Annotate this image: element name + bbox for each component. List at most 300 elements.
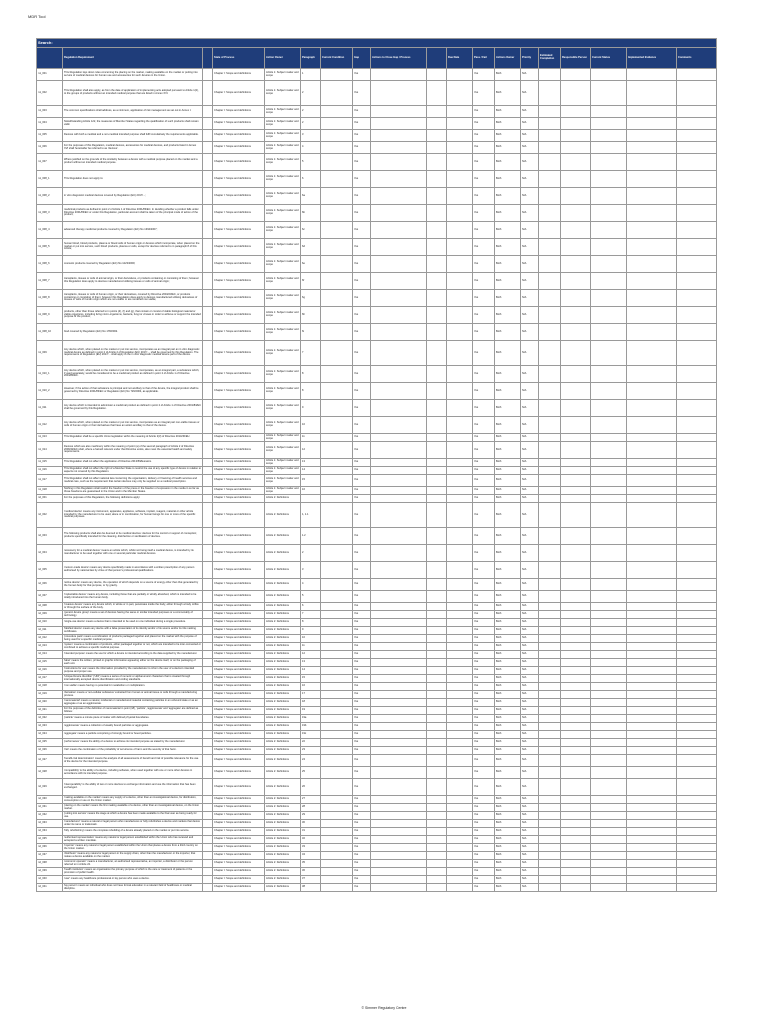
cell-state: Chapter I: Scope and definitions: [213, 495, 265, 503]
cell-empty: [321, 828, 353, 836]
table-row[interactable]: [37, 475, 717, 487]
table-row[interactable]: [37, 836, 717, 844]
cell-pf: Yes: [473, 876, 495, 884]
column-header[interactable]: Comments: [677, 48, 717, 69]
cell-empty: [203, 627, 213, 635]
column-header[interactable]: Gap: [353, 48, 371, 69]
cell-empty: [591, 106, 627, 118]
cell-empty: [447, 487, 473, 495]
cell-gap: Yes: [353, 324, 371, 341]
cell-empty: [371, 691, 427, 699]
cell-gap: Yes: [353, 820, 371, 828]
cell-empty: [371, 779, 427, 796]
column-header[interactable]: Pass / Fail: [473, 48, 495, 69]
cell-empty: [539, 635, 561, 643]
cell-empty: [677, 828, 717, 836]
column-header[interactable]: Implemented Evidence: [627, 48, 677, 69]
cell-empty: [447, 876, 473, 884]
cell-empty: [427, 400, 447, 417]
column-header[interactable]: State of Process: [213, 48, 265, 69]
cell-gap: Yes: [353, 273, 371, 290]
cell-empty: [447, 528, 473, 545]
cell-empty: [591, 130, 627, 142]
table-row[interactable]: [37, 779, 717, 796]
column-header[interactable]: Due Date: [447, 48, 473, 69]
table-row[interactable]: [37, 528, 717, 545]
cell-empty: [321, 528, 353, 545]
table-row[interactable]: [37, 188, 717, 205]
search-label[interactable]: Search:: [37, 39, 717, 48]
cell-ao: Both: [495, 545, 521, 562]
cell-empty: [203, 876, 213, 884]
cell-empty: [203, 651, 213, 659]
cell-owner: Article 2: Definitions: [265, 747, 301, 755]
cell-empty: [321, 739, 353, 747]
cell-empty: [561, 796, 591, 804]
cell-ao: Both: [495, 239, 521, 256]
column-header[interactable]: [37, 48, 63, 69]
column-header[interactable]: Priority: [521, 48, 539, 69]
cell-empty: [203, 434, 213, 442]
cell-owner: Article 2: Definitions: [265, 699, 301, 707]
table-row[interactable]: [37, 171, 717, 188]
table-row[interactable]: [37, 723, 717, 731]
cell-para: 24: [301, 755, 321, 767]
cell-id: n2_011: [37, 627, 63, 635]
cell-para: 19: [301, 707, 321, 715]
cell-empty: [427, 205, 447, 222]
cell-empty: [321, 487, 353, 495]
cell-empty: [627, 667, 677, 675]
cell-para: 6h: [301, 307, 321, 324]
cell-para: 6: [301, 171, 321, 188]
table-row[interactable]: [37, 562, 717, 579]
cell-gap: Yes: [353, 307, 371, 324]
cell-empty: [427, 876, 447, 884]
column-header[interactable]: Estimated Completion: [539, 48, 561, 69]
cell-empty: [677, 366, 717, 383]
cell-empty: [427, 130, 447, 142]
cell-empty: [203, 844, 213, 852]
cell-empty: [627, 747, 677, 755]
table-row[interactable]: [37, 715, 717, 723]
cell-empty: [427, 118, 447, 130]
cell-empty: [539, 796, 561, 804]
cell-empty: [539, 106, 561, 118]
table-row[interactable]: [37, 69, 717, 81]
table-row[interactable]: [37, 81, 717, 106]
cell-req: Any device which, when placed on the market or put into service, incorporates, as an integral part, a substance which, if used separately, would be considered to be a medicinal product as defined in point 2 of Article 1 of Directive 2001/83/EC.: [63, 366, 203, 383]
column-header[interactable]: [427, 48, 447, 69]
cell-ao: Both: [495, 579, 521, 591]
cell-gap: Yes: [353, 836, 371, 844]
cell-empty: [427, 442, 447, 459]
column-header[interactable]: Responsible Person: [561, 48, 591, 69]
cell-pr: N/A: [521, 562, 539, 579]
cell-empty: [371, 723, 427, 731]
cell-state: Chapter I: Scope and definitions: [213, 273, 265, 290]
cell-req: 'making available on the market' means any supply of a device, other than an investigational device, for distribution, consumption or use on the Union market.: [63, 796, 203, 804]
cell-gap: Yes: [353, 417, 371, 434]
table-row[interactable]: [37, 545, 717, 562]
column-header[interactable]: [203, 48, 213, 69]
table-row[interactable]: [37, 747, 717, 755]
cell-empty: [447, 667, 473, 675]
table-row[interactable]: [37, 707, 717, 715]
cell-para: 6: [301, 603, 321, 611]
cell-owner: Article 1: Subject matter and scope: [265, 130, 301, 142]
cell-pr: N/A: [521, 675, 539, 683]
table-row[interactable]: [37, 503, 717, 528]
cell-empty: [427, 739, 447, 747]
table-row[interactable]: [37, 619, 717, 627]
table-row[interactable]: [37, 755, 717, 767]
cell-empty: [677, 188, 717, 205]
column-header[interactable]: Action Owner: [265, 48, 301, 69]
cell-pf: Yes: [473, 205, 495, 222]
table-row[interactable]: [37, 290, 717, 307]
cell-para: [301, 495, 321, 503]
cell-empty: [627, 868, 677, 876]
cell-pf: Yes: [473, 619, 495, 627]
cell-state: Chapter I: Scope and definitions: [213, 205, 265, 222]
table-row[interactable]: [37, 495, 717, 503]
cell-pr: N/A: [521, 651, 539, 659]
cell-empty: [371, 747, 427, 755]
cell-empty: [371, 884, 427, 892]
table-row[interactable]: [37, 154, 717, 171]
cell-empty: [321, 545, 353, 562]
cell-empty: [561, 739, 591, 747]
cell-empty: [627, 707, 677, 715]
cell-empty: [561, 579, 591, 591]
cell-empty: [677, 699, 717, 707]
cell-owner: Article 1: Subject matter and scope: [265, 400, 301, 417]
cell-owner: Article 2: Definitions: [265, 691, 301, 699]
cell-empty: [539, 171, 561, 188]
cell-ao: Both: [495, 868, 521, 876]
cell-id: n2_028: [37, 767, 63, 779]
cell-gap: Yes: [353, 118, 371, 130]
cell-ao: Both: [495, 188, 521, 205]
table-row[interactable]: [37, 434, 717, 442]
table-row[interactable]: [37, 868, 717, 876]
cell-pr: N/A: [521, 475, 539, 487]
cell-empty: [591, 747, 627, 755]
cell-empty: [561, 383, 591, 400]
cell-empty: [371, 307, 427, 324]
table-row[interactable]: [37, 467, 717, 475]
cell-pf: Yes: [473, 755, 495, 767]
cell-pf: Yes: [473, 731, 495, 739]
cell-pf: Yes: [473, 81, 495, 106]
cell-pr: N/A: [521, 81, 539, 106]
cell-pr: N/A: [521, 118, 539, 130]
table-row[interactable]: [37, 324, 717, 341]
cell-gap: Yes: [353, 755, 371, 767]
cell-empty: [321, 675, 353, 683]
cell-empty: [321, 723, 353, 731]
cell-empty: [561, 366, 591, 383]
cell-empty: [371, 591, 427, 603]
cell-para: 25: [301, 767, 321, 779]
cell-para: 29: [301, 812, 321, 820]
table-row[interactable]: [37, 366, 717, 383]
cell-owner: Article 2: Definitions: [265, 836, 301, 844]
table-row[interactable]: [37, 731, 717, 739]
column-header[interactable]: Current Condition: [321, 48, 353, 69]
cell-req: 'putting into service' means the stage at which a device has been made available to the final user as being ready for use.: [63, 812, 203, 820]
table-row[interactable]: [37, 739, 717, 747]
cell-ao: Both: [495, 467, 521, 475]
cell-ao: Both: [495, 290, 521, 307]
table-row[interactable]: [37, 417, 717, 434]
cell-empty: [321, 619, 353, 627]
cell-owner: Article 1: Subject matter and scope: [265, 475, 301, 487]
cell-empty: [627, 603, 677, 611]
document-title: MDR Tool: [28, 14, 46, 19]
table-row[interactable]: [37, 459, 717, 467]
cell-empty: [627, 715, 677, 723]
cell-state: Chapter I: Scope and definitions: [213, 739, 265, 747]
cell-owner: Article 2: Definitions: [265, 683, 301, 691]
table-row[interactable]: [37, 884, 717, 892]
table-row[interactable]: [37, 442, 717, 459]
table-row[interactable]: [37, 691, 717, 699]
cell-empty: [321, 755, 353, 767]
cell-empty: [539, 844, 561, 852]
cell-empty: [371, 635, 427, 643]
table-row[interactable]: [37, 341, 717, 366]
table-row[interactable]: [37, 635, 717, 643]
table-row[interactable]: [37, 820, 717, 828]
cell-empty: [321, 611, 353, 619]
cell-pf: Yes: [473, 603, 495, 611]
cell-empty: [591, 755, 627, 767]
cell-id: n2_008: [37, 603, 63, 611]
table-row[interactable]: [37, 400, 717, 417]
cell-para: 33: [301, 844, 321, 852]
cell-empty: [561, 256, 591, 273]
table-row[interactable]: [37, 239, 717, 256]
cell-empty: [447, 154, 473, 171]
table-row[interactable]: [37, 667, 717, 675]
cell-empty: [427, 579, 447, 591]
cell-empty: [627, 400, 677, 417]
cell-empty: [561, 324, 591, 341]
cell-empty: [371, 69, 427, 81]
cell-state: Chapter I: Scope and definitions: [213, 290, 265, 307]
cell-empty: [627, 828, 677, 836]
table-row[interactable]: [37, 256, 717, 273]
cell-pr: N/A: [521, 106, 539, 118]
table-row[interactable]: [37, 767, 717, 779]
cell-empty: [203, 739, 213, 747]
cell-pf: Yes: [473, 651, 495, 659]
cell-gap: Yes: [353, 81, 371, 106]
cell-empty: [371, 611, 427, 619]
column-header[interactable]: Regulation Requirement: [63, 48, 203, 69]
table-row[interactable]: [37, 828, 717, 836]
cell-empty: [371, 715, 427, 723]
cell-empty: [203, 828, 213, 836]
cell-empty: [539, 503, 561, 528]
cell-state: Chapter I: Scope and definitions: [213, 106, 265, 118]
cell-state: Chapter I: Scope and definitions: [213, 852, 265, 860]
cell-id: n1_008_8: [37, 290, 63, 307]
cell-para: 6i: [301, 324, 321, 341]
cell-para: 22: [301, 739, 321, 747]
table-row[interactable]: [37, 796, 717, 804]
cell-ao: Both: [495, 366, 521, 383]
cell-pr: N/A: [521, 273, 539, 290]
cell-id: n1_001: [37, 69, 63, 81]
cell-owner: Article 2: Definitions: [265, 844, 301, 852]
table-row[interactable]: [37, 142, 717, 154]
cell-empty: [539, 591, 561, 603]
column-header[interactable]: Paragraph: [301, 48, 321, 69]
cell-para: 17: [301, 691, 321, 699]
table-row[interactable]: [37, 643, 717, 651]
table-row[interactable]: [37, 812, 717, 820]
cell-empty: [591, 239, 627, 256]
cell-para: 13: [301, 659, 321, 667]
cell-empty: [371, 503, 427, 528]
cell-empty: [321, 442, 353, 459]
table-row[interactable]: [37, 591, 717, 603]
cell-pf: Yes: [473, 836, 495, 844]
column-header[interactable]: Current Status: [591, 48, 627, 69]
cell-empty: [321, 434, 353, 442]
cell-empty: [447, 651, 473, 659]
cell-para: 13: [301, 459, 321, 467]
table-row[interactable]: [37, 611, 717, 619]
cell-empty: [447, 239, 473, 256]
table-row[interactable]: [37, 487, 717, 495]
table-row[interactable]: [37, 651, 717, 659]
cell-empty: [203, 545, 213, 562]
column-header[interactable]: Actions Owner: [495, 48, 521, 69]
cell-para: 7: [301, 611, 321, 619]
cell-empty: [447, 627, 473, 635]
cell-empty: [447, 591, 473, 603]
cell-empty: [591, 417, 627, 434]
cell-req: Any device which, when placed on the market or put into service, incorporates as an integral part non-viable tissues or cells of human origin or their derivatives that have an action ancillary to that of the device.: [63, 417, 203, 434]
cell-empty: [371, 222, 427, 239]
cell-empty: [677, 619, 717, 627]
column-header[interactable]: Actions to Close Gap / Process: [371, 48, 427, 69]
table-row[interactable]: [37, 675, 717, 683]
cell-para: 14: [301, 667, 321, 675]
table-row[interactable]: [37, 307, 717, 324]
cell-req: 'performance' means the ability of a device to achieve its intended purpose as stated by the manufacturer.: [63, 739, 203, 747]
cell-para: 19b: [301, 723, 321, 731]
cell-ao: Both: [495, 591, 521, 603]
cell-empty: [427, 467, 447, 475]
cell-empty: [677, 767, 717, 779]
table-row[interactable]: [37, 603, 717, 611]
cell-empty: [321, 417, 353, 434]
cell-empty: [677, 324, 717, 341]
cell-empty: [427, 69, 447, 81]
cell-empty: [371, 836, 427, 844]
table-row[interactable]: [37, 273, 717, 290]
cell-pf: Yes: [473, 69, 495, 81]
cell-empty: [539, 627, 561, 635]
cell-empty: [371, 545, 427, 562]
cell-pr: N/A: [521, 528, 539, 545]
table-row[interactable]: [37, 130, 717, 142]
table-row[interactable]: [37, 205, 717, 222]
cell-empty: [677, 341, 717, 366]
cell-empty: [539, 545, 561, 562]
table-row[interactable]: [37, 699, 717, 707]
cell-empty: [561, 707, 591, 715]
table-row[interactable]: [37, 852, 717, 860]
cell-owner: Article 2: Definitions: [265, 503, 301, 528]
table-row[interactable]: [37, 383, 717, 400]
cell-empty: [627, 611, 677, 619]
cell-pr: N/A: [521, 130, 539, 142]
cell-state: Chapter I: Scope and definitions: [213, 256, 265, 273]
cell-empty: [427, 434, 447, 442]
cell-empty: [677, 467, 717, 475]
cell-empty: [539, 820, 561, 828]
cell-empty: [427, 836, 447, 844]
cell-id: n1_005: [37, 130, 63, 142]
cell-para: 15: [301, 475, 321, 487]
cell-owner: Article 2: Definitions: [265, 707, 301, 715]
cell-empty: [447, 731, 473, 739]
table-row[interactable]: [37, 118, 717, 130]
cell-para: 4: [301, 579, 321, 591]
cell-empty: [203, 487, 213, 495]
cell-para: 6e: [301, 256, 321, 273]
table-row[interactable]: [37, 860, 717, 868]
cell-empty: [427, 755, 447, 767]
cell-empty: [371, 118, 427, 130]
cell-gap: Yes: [353, 667, 371, 675]
cell-id: n1_009: [37, 341, 63, 366]
cell-empty: [591, 400, 627, 417]
table-row[interactable]: [37, 222, 717, 239]
cell-empty: [591, 366, 627, 383]
cell-empty: [591, 739, 627, 747]
cell-empty: [203, 860, 213, 868]
table-row[interactable]: [37, 659, 717, 667]
cell-empty: [539, 205, 561, 222]
cell-empty: [627, 503, 677, 528]
table-row[interactable]: [37, 804, 717, 812]
table-row[interactable]: [37, 579, 717, 591]
table-row[interactable]: [37, 627, 717, 635]
cell-empty: [371, 699, 427, 707]
cell-empty: [677, 205, 717, 222]
cell-empty: [561, 691, 591, 699]
cell-empty: [627, 723, 677, 731]
table-row[interactable]: [37, 106, 717, 118]
cell-empty: [371, 528, 427, 545]
cell-req: 'benefit-risk determination' means the analysis of all assessments of benefit and risk of possible relevance for the use of the device for the intended purpose.: [63, 755, 203, 767]
cell-empty: [427, 667, 447, 675]
table-row[interactable]: [37, 683, 717, 691]
cell-empty: [447, 828, 473, 836]
cell-para: 12: [301, 442, 321, 459]
cell-empty: [447, 130, 473, 142]
table-row[interactable]: [37, 876, 717, 884]
table-row[interactable]: [37, 844, 717, 852]
cell-id: n2_026: [37, 747, 63, 755]
